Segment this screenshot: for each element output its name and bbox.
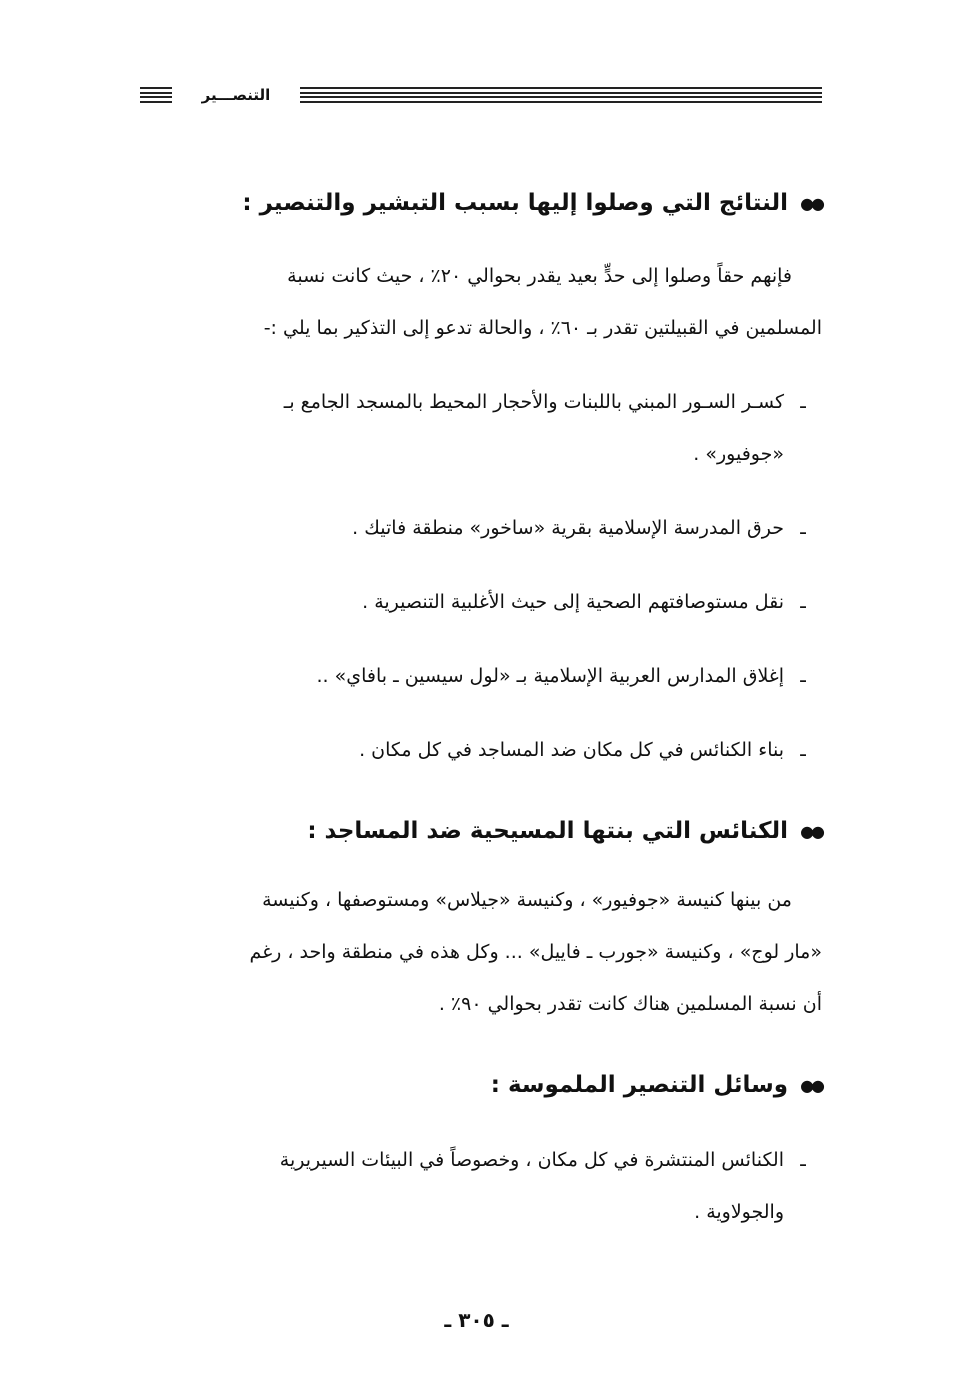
section-heading-text: الكنائس التي بنتها المسيحية ضد المساجد : — [307, 818, 789, 844]
paragraph-line: المسلمين في القبيلتين تقدر بـ ٦٠٪ ، والحالة تدعو إلى التذكير بما يلي :- — [263, 317, 822, 339]
paragraph-line: أن نسبة المسلمين هناك كانت تقدر بحوالي ٩٠٪ . — [438, 993, 822, 1015]
list-dash: ـ — [800, 591, 806, 613]
list-item: ـحرق المدرسة الإسلامية بقرية «ساخور» منطقة فاتيك . — [140, 502, 822, 554]
paragraph-line: فإنهم حقاً وصلوا إلى حدٍّ بعيد يقدر بحوالي ٢٠٪ ، حيث كانت نسبة — [287, 265, 792, 287]
list-dash: ـ — [800, 391, 806, 413]
list-item: ـبناء الكنائس في كل مكان ضد المساجد في كل مكان . — [140, 724, 822, 776]
list-dash: ـ — [800, 1149, 806, 1171]
list-item: ـالكنائس المنتشرة في كل مكان ، وخصوصاً في البيئات السيريرية والجولاوية . — [140, 1134, 822, 1238]
section-heading-text: النتائج التي وصلوا إليها بسبب التبشير والتنصير : — [242, 190, 789, 216]
list-item: ـكسـر السـور المبني باللبنات والأحجار المحيط بالمسجد الجامع بـ «جوفيور» . — [140, 376, 822, 480]
double-dot-bullet-icon: ●● — [800, 1075, 822, 1095]
section-heading-text: وسائل التنصير الملموسة : — [490, 1072, 789, 1098]
double-dot-bullet-icon: ●● — [800, 821, 822, 841]
running-title: التنصـــير — [201, 86, 271, 104]
double-dot-bullet-icon: ●● — [800, 193, 822, 213]
list-dash: ـ — [800, 517, 806, 539]
paragraph-results — [140, 250, 822, 354]
section-heading-churches — [140, 816, 822, 847]
header-rule-left — [140, 87, 172, 103]
paragraph-line: «مار لوج» ، وكنيسة «جورب ـ فاييل» ... وكل هذه في منطقة واحد ، رغم — [249, 941, 822, 963]
paragraph-line: من بينها كنيسة «جوفيور» ، وكنيسة «جيلاس» ومستوصفها ، وكنيسة — [262, 889, 792, 911]
list-item: ـنقل مستوصافتهم الصحية إلى حيث الأغلبية التنصيرية . — [140, 576, 822, 628]
list-dash: ـ — [800, 665, 806, 687]
section-heading-results — [140, 188, 822, 219]
section-heading-means — [140, 1070, 822, 1101]
running-header — [140, 84, 822, 106]
list-dash: ـ — [800, 739, 806, 761]
header-rule-right — [300, 87, 822, 103]
paragraph-churches — [140, 874, 822, 1030]
list-item: ـإغلاق المدارس العربية الإسلامية بـ «لول سيسين ـ بافاي» .. — [140, 650, 822, 702]
page-number: ـ ٣٠٥ ـ — [444, 1308, 509, 1332]
